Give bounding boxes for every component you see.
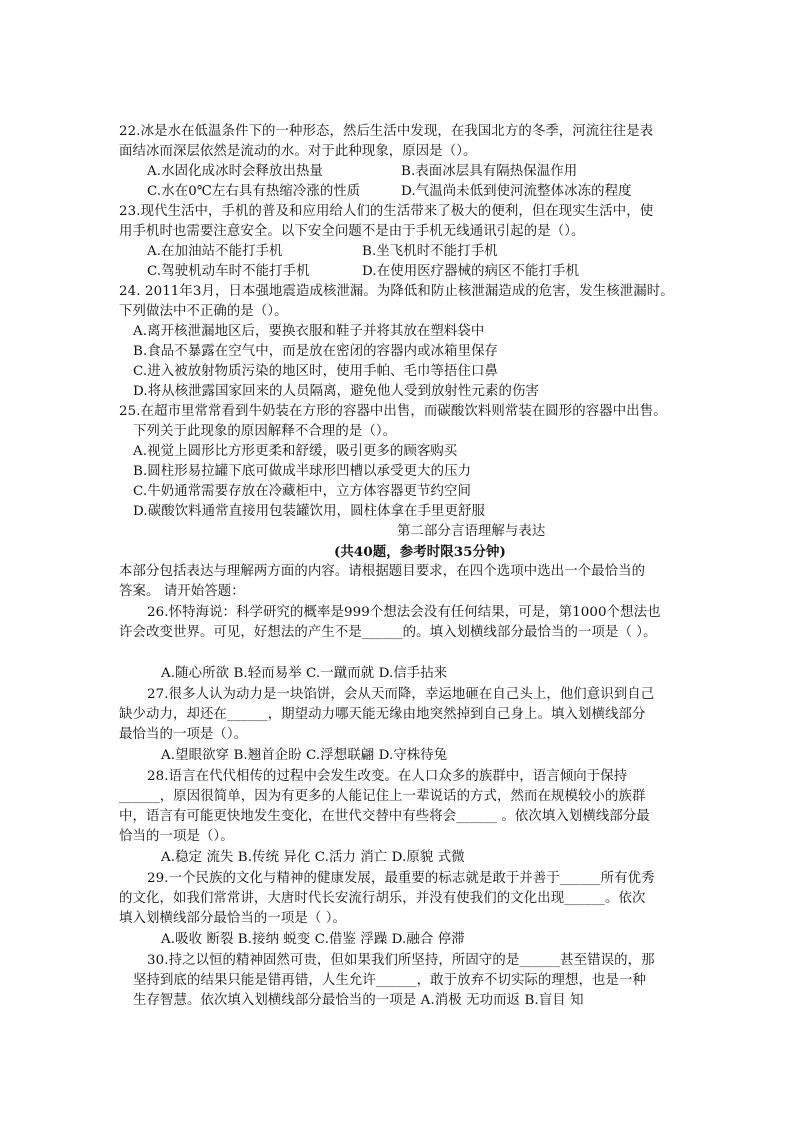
section-title: 第二部分言语理解与表达: [397, 524, 546, 539]
section-intro-line-1: 本部分包括表达与理解两方面的内容。请根据题目要求，在四个选项中选出一个最恰当的: [119, 564, 646, 579]
q29-stem-line-3: 填入划横线部分最恰当的一项是（ ）。: [119, 911, 346, 926]
q30-stem-line-2: 坚持到底的结果只能是错再错，人生允许______，敢于放弃不切实际的理想，也是一种: [133, 973, 646, 988]
q24-option-c: C.进入被放射物质污染的地区时，使用手帕、毛巾等捂住口鼻: [133, 364, 498, 379]
q28-stem-line-4: 恰当的一项是（）。: [119, 829, 234, 844]
q30-stem-line-1: 30.持之以恒的精神固然可贵，但如果我们所坚持，所固守的是______甚至错误的，那: [147, 953, 655, 968]
q22-option-b: B.表面冰层具有隔热保温作用: [401, 164, 578, 179]
q23-stem-line-2: 用手机时也需要注意安全。以下安全问题不是由于手机无线通讯引起的是（）。: [119, 224, 585, 239]
q23-option-a: A.在加油站不能打手机: [147, 244, 283, 259]
q23-option-d: D.在使用医疗器械的病区不能打手机: [362, 264, 580, 279]
q24-option-d: D.将从核泄露国家回来的人员隔离，避免他人受到放射性元素的伤害: [133, 384, 539, 399]
q23-option-c: C.驾驶机动车时不能打手机: [147, 264, 310, 279]
q28-stem-line-1: 28.语言在代代相传的过程中会发生改变。在人口众多的族群中，语言倾向于保持: [147, 769, 628, 784]
q23-option-b: B.坐飞机时不能打手机: [362, 244, 498, 259]
q25-stem-line-1: 25.在超市里常常看到牛奶装在方形的容器中出售，而碳酸饮料则常装在圆形的容器中出售。: [119, 404, 667, 419]
q25-option-c: C.牛奶通常需要存放在冷藏柜中，立方体容器更节约空间: [133, 484, 471, 499]
q22-option-a: A.水固化成冰时会释放出热量: [147, 164, 324, 179]
q30-stem-line-3: 生存智慧。依次填入划横线部分最恰当的一项是 A.消极 无功而返 B.盲目 知: [133, 993, 584, 1008]
section-subtitle: (共40题，参考时限35分钟): [334, 544, 506, 560]
q22-stem-line-1: 22.冰是水在低温条件下的一种形态，然后生活中发现，在我国北方的冬季，河流往往是表: [119, 124, 654, 139]
q27-stem-line-1: 27.很多人认为动力是一块馅饼，会从天而降，幸运地砸在自己头上，他们意识到自己: [147, 687, 655, 702]
q24-option-a: A.离开核泄漏地区后，要换衣服和鞋子并将其放在塑料袋中: [133, 324, 485, 339]
q25-option-a: A.视觉上圆形比方形更柔和舒缓，吸引更多的顾客购买: [133, 444, 458, 459]
q26-options: A.随心所欲 B.轻而易举 C.一蹴而就 D.信手拈来: [161, 666, 448, 681]
q22-option-d: D.气温尚未低到使河流整体冰冻的程度: [401, 184, 632, 199]
q28-options: A.稳定 流失 B.传统 异化 C.活力 消亡 D.原貌 式微: [161, 850, 465, 865]
q26-stem-line-2: 许会改变世界。可见，好想法的产生不是______的。填入划横线部分最恰当的一项是（ ）。: [119, 625, 657, 640]
q25-stem-line-2: 下列关于此现象的原因解释不合理的是（）。: [133, 424, 397, 439]
q22-stem-line-2: 面结冰而深层依然是流动的水。对于此种现象，原因是（）。: [119, 144, 477, 159]
q27-stem-line-2: 缺少动力，却还在______，期望动力哪天能无缘由地突然掉到自己身上。填入划横线部分: [119, 707, 646, 722]
q29-stem-line-2: 的文化，如我们常常讲，大唐时代长安流行胡乐，并没有使我们的文化出现______。依次: [119, 891, 646, 906]
q24-option-b: B.食品不暴露在空气中，而是放在密闭的容器内或冰箱里保存: [133, 344, 499, 359]
q25-option-b: B.圆柱形易拉罐下底可做成半球形凹槽以承受更大的压力: [133, 464, 472, 479]
q27-stem-line-3: 最恰当的一项是（）。: [119, 727, 248, 742]
q25-option-d: D.碳酸饮料通常直接用包装罐饮用，圆柱体拿在手里更舒服: [133, 504, 485, 519]
q22-option-c: C.水在0℃左右具有热缩冷涨的性质: [147, 184, 361, 199]
q26-stem-line-1: 26.怀特海说：科学研究的概率是999个想法会没有任何结果，可是，第1000个想法也: [147, 605, 661, 620]
q23-stem-line-1: 23.现代生活中，手机的普及和应用给人们的生活带来了极大的便利，但在现实生活中，使: [119, 204, 654, 219]
q24-stem-line-2: 下列做法中不正确的是（）。: [119, 304, 288, 319]
section-intro-line-2: 答案。 请开始答题：: [119, 584, 245, 599]
q27-options: A.望眼欲穿 B.翘首企盼 C.浮想联翩 D.守株待兔: [161, 748, 448, 763]
q29-stem-line-1: 29.一个民族的文化与精神的健康发展，最重要的标志就是敢于并善于______所有优秀: [147, 871, 655, 886]
q29-options: A.吸收 断裂 B.接纳 蜕变 C.借鉴 浮躁 D.融合 停滞: [161, 932, 465, 947]
q28-stem-line-2: ______，原因很简单，因为有更多的人能记住上一辈说话的方式，然而在规模较小的族群: [119, 789, 646, 804]
q24-stem-line-1: 24. 2011年3月，日本强地震造成核泄漏。为降低和防止核泄漏造成的危害，发生核泄漏时。: [119, 284, 674, 299]
q28-stem-line-3: 中，语言有可能更快地发生变化，在世代交替中有些将会______ 。依次填入划横线部分最: [119, 809, 650, 824]
